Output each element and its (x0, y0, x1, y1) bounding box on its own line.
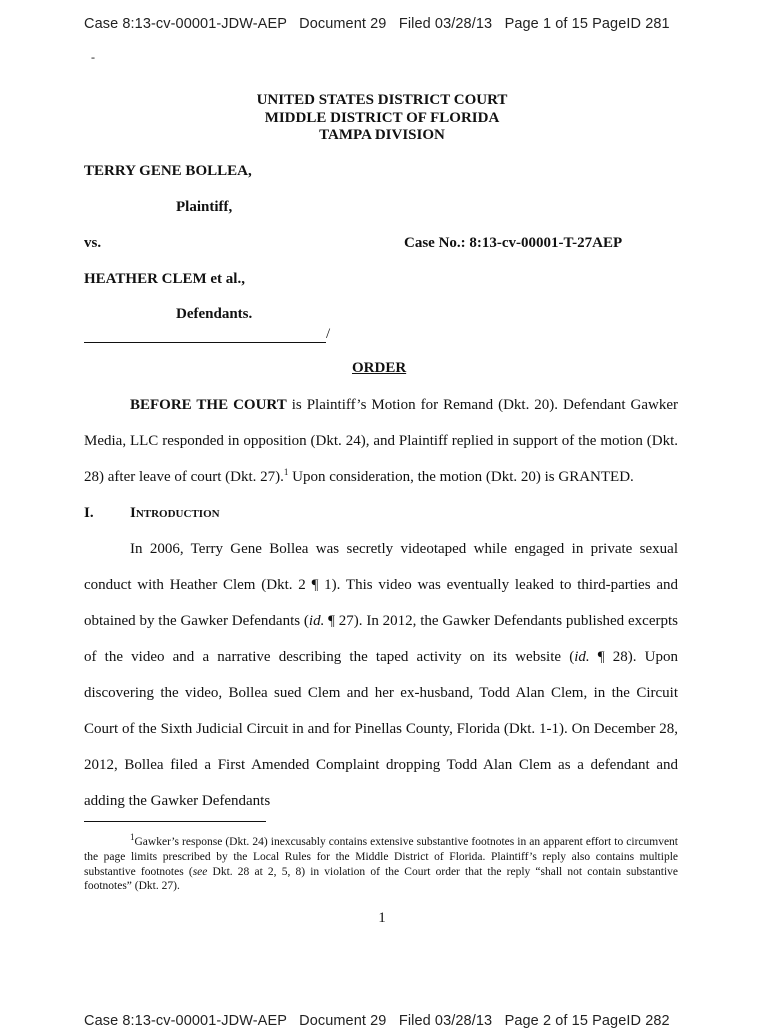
header-page-id: Page 2 of 15 PageID 282 (504, 1013, 670, 1029)
defendant-name: HEATHER CLEM et al., (84, 271, 245, 287)
footnote-rule (84, 821, 266, 822)
court-division: TAMPA DIVISION (319, 127, 445, 143)
footnote-reference: 1 (283, 467, 289, 477)
court-name: UNITED STATES DISTRICT COURT (256, 92, 508, 108)
defendant-role: Defendants. (176, 306, 253, 322)
body-text-3: ¶ 28). Upon discovering the video, Bollea sued Clem and her ex-husband, Todd Alan Clem, in the Circuit Court of the Sixth Judicial Circuit in and for Pinellas County, Florida (Dkt. 1-1). On December 28, 2012, Bollea filed a First Amended Complaint dropping Todd Alan Clem as a defendant and adding the Gawker Defendants (84, 649, 679, 809)
footnote-mark: 1 (130, 832, 135, 843)
court-district: MIDDLE DISTRICT OF FLORIDA (264, 109, 500, 126)
intro-paragraph (84, 387, 678, 495)
plaintiff-name: TERRY GENE BOLLEA, (84, 163, 252, 179)
intro-text: is Plaintiff’s Motion for Remand (Dkt. 20). Defendant Gawker Media, LLC responded in opposition (Dkt. 24), and Plaintiff replied in support of the motion (Dkt. 28) after leave of court (Dkt. 27). (84, 397, 678, 485)
page-number: 1 (378, 910, 386, 926)
footnote (84, 832, 678, 894)
document-title: ORDER (352, 360, 407, 376)
before-the-court-lead: BEFORE THE COURT (130, 397, 287, 413)
header-case-number: Case 8:13-cv-00001-JDW-AEP (84, 16, 287, 32)
id-citation: id. (308, 613, 325, 629)
body-text-1: In 2006, Terry Gene Bollea was secretly videotaped while engaged in private sexual conduct with Heather Clem (Dkt. 2 ¶ 1). This video was eventually leaked to third-parties and obtained by the Gawker Defendants ( (84, 541, 678, 629)
footnote-text-end: Dkt. 28 at 2, 5, 8) in violation of the Court order that the reply “shall not contain substantive footnotes” (Dkt. 27). (84, 865, 678, 893)
versus-label: vs. (84, 235, 102, 251)
footnote-text: Gawker’s response (Dkt. 24) inexcusably contains extensive substantive footnotes in an apparent effort to circumvent the page limits prescribed by the Local Rules for the Middle District of Florida. Plaintiff’s reply also contains multiple substantive footnotes ( (84, 836, 678, 878)
section-heading: Introduction (130, 505, 220, 521)
introduction-paragraph (84, 531, 678, 819)
header-case-number: Case 8:13-cv-00001-JDW-AEP (84, 1013, 287, 1029)
plaintiff-role: Plaintiff, (176, 199, 233, 215)
header-page-id: Page 1 of 15 PageID 281 (504, 16, 670, 32)
header-document: Document 29 (299, 16, 387, 32)
intro-text-end: Upon consideration, the motion (Dkt. 20) is GRANTED. (288, 469, 634, 485)
body-text-2: ¶ 27). In 2012, the Gawker Defendants published excerpts of the video and a narrative describing the taped activity on its website ( (84, 613, 678, 665)
header-filed-date: Filed 03/28/13 (398, 16, 493, 32)
header-filed-date: Filed 03/28/13 (398, 1013, 493, 1029)
header-document: Document 29 (299, 1013, 387, 1029)
ecf-header (84, 16, 670, 32)
id-citation: id. (574, 649, 590, 665)
next-page-header (84, 1013, 670, 1029)
stray-mark: - (91, 50, 95, 64)
caption-slash: / (326, 326, 331, 342)
see-signal: see (192, 865, 208, 878)
caption-rule (84, 342, 326, 343)
section-number: I. (84, 505, 94, 521)
court-heading (0, 92, 764, 145)
case-number: Case No.: 8:13-cv-00001-T-27AEP (404, 235, 623, 251)
